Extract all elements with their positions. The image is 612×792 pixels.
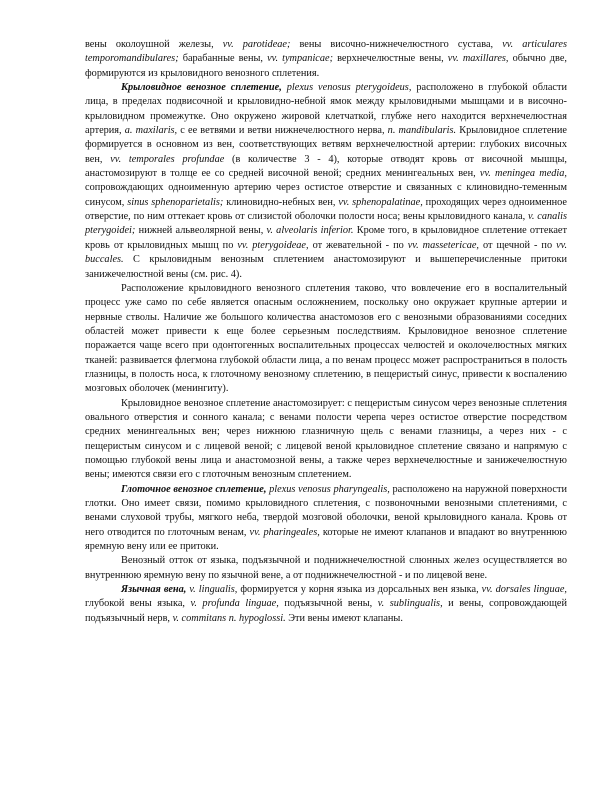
text-run: нижней альвеолярной вены, xyxy=(135,225,267,237)
text-run: Эти вены имеют клапаны. xyxy=(285,612,403,624)
text-run: С крыловидным венозным сплетением анастомозируют и вышеперечисленные притоки занижечелюстной вены (см. рис. 4). xyxy=(85,254,567,280)
latin-term: v. canalis pterygoidei; xyxy=(85,211,568,237)
text-run: расположено на наружной поверхности глотки. Оно имеет связи, помимо крыловидного сплетения, с позвоночными венозными сплетениями, с венами слуховой трубы, мягкого неба, твердой мозговой оболочки, веной крыловидного канала. Кровь от него отводится по глоточным венам, xyxy=(85,483,568,538)
text-run: от щечной - по xyxy=(479,239,557,251)
latin-term: vv. maxillares, xyxy=(447,53,509,65)
latin-term: plexus venosus pharyngealis, xyxy=(269,483,390,495)
latin-term: v. sublingualis, xyxy=(377,598,443,610)
latin-term: v. lingualis, xyxy=(189,584,238,596)
text-run: от жевательной - по xyxy=(308,239,408,251)
text-run: глубокой вены языка, xyxy=(85,598,191,610)
latin-term: sinus sphenoparietalis; xyxy=(127,196,224,208)
text-run: сопровождающих одноименную артерию через остистое отверстие и связанных с клиновидно-теменным синусом, xyxy=(85,182,567,208)
latin-term: a. maxilaris, xyxy=(124,125,178,137)
latin-term: vv. articulares temporomandibulares; xyxy=(85,39,568,65)
section-heading: Глоточное венозное сплетение, xyxy=(121,483,267,495)
text-run: верхнечелюстные вены, xyxy=(333,53,448,65)
paragraph xyxy=(85,282,567,397)
text-run: формируется у корня языка из дорсальных вен языка, xyxy=(237,584,482,596)
latin-term: vv. pterygoideae, xyxy=(237,239,309,251)
text-run: вены височно-нижнечелюстного сустава, xyxy=(290,39,503,50)
text-run: проходящих через одноименное отверстие, по ним оттекает кровь от слизистой оболочки полости носа; вены крыловидного канала, xyxy=(85,196,567,223)
latin-term: plexus venosus pterygoideus, xyxy=(286,82,412,94)
text-run: подъязычной вены, xyxy=(278,598,378,610)
paragraph xyxy=(85,483,567,555)
text-run: барабанные вены, xyxy=(178,53,268,65)
latin-term: n. mandibularis. xyxy=(387,125,457,137)
text-run: (в количестве 3 - 4), которые отводят кровь от височной мышцы, анастомозируют в толще ее со средней височной веной; средних менингеальных вен, xyxy=(85,153,568,180)
section-heading: Язычная вена, xyxy=(121,584,187,596)
text-run: Расположение крыловидного венозного сплетения таково, что вовлечение его в воспалительный процесс уже само по себе является опасным осложнением, поскольку оно окружает крупные артерии и нервные стволы. Наличие же большого количества анастомозов его с венозными образованиями соседних областей может привести к еще более серьезным последствиям. Крыловидное венозное сплетение поражается чаще всего при одонтогенных воспалительных процессах челюстей и околочелюстных мягких тканей: развивается флегмона глубокой области лица, а по венам процесс может распространиться в полость глазницы, в полость носа, к глоточному венозному сплетению, в пещеристый синус, привести к воспалению мозговых оболочек (менингиту). xyxy=(85,282,567,395)
latin-term: vv. pharingeales, xyxy=(249,526,320,538)
latin-term: vv. massetericae, xyxy=(407,239,479,251)
latin-term: vv. meningea media, xyxy=(479,168,567,180)
paragraph xyxy=(85,81,567,282)
section-heading: Крыловидное венозное сплетение, xyxy=(121,82,282,94)
text-run: Кроме того, в крыловидное сплетение оттекает кровь от крыловидных мышц по xyxy=(85,225,567,251)
latin-term: v. commitans n. hypoglossi. xyxy=(172,612,286,624)
latin-term: vv. dorsales linguae, xyxy=(481,584,567,596)
latin-term: vv. sphenopalatinae, xyxy=(338,196,423,208)
latin-term: vv. tympanicae; xyxy=(267,53,334,65)
text-run: обычно две, формируются из крыловидного венозного сплетения. xyxy=(85,53,567,79)
text-run: Крыловидное сплетение формируется в основном из вен, соответствующих ветвям верхнечелюстной артерии: глубоких височных вен, xyxy=(85,125,567,165)
paragraph xyxy=(85,554,567,583)
text-run: Венозный отток от языка, подъязычной и поднижнечелюстной слюнных желез осуществляется во внутреннюю яремную вену по язычной вене, а от поднижнечелюстной - и по лицевой вене. xyxy=(85,555,567,581)
body-text xyxy=(85,38,567,626)
paragraph xyxy=(85,397,567,483)
text-run: вены околоушной железы, xyxy=(85,39,223,50)
text-run: расположено в глубокой области лица, в пределах подвисочной и крыловидно-небной ямок между крыловидными мышцами и в височно-крыловидном промежутке. Оно окружено жировой клетчаткой, глубже него находится верхнечелюстная артерия, xyxy=(85,82,567,137)
text-run: с ее ветвями и ветви нижнечелюстного нерва, xyxy=(177,125,388,137)
text-run: которые не имеют клапанов и впадают во внутреннюю яремную вену или ее притоки. xyxy=(85,526,567,553)
text-run: Крыловидное венозное сплетение анастомозирует: с пещеристым синусом через венозные сплетения овального отверстия и сонного канала; с венами полости черепа через остистое отверстие посредством средних менингеальных вен; через нижнюю глазничную щель с венами глазницы, а через них - с пещеристым синусом и с лицевой веной; с лицевой веной крыловидное сплетение связано и напрямую с помощью глубокой вены лица и анастомозной вены, а также через верхнечелюстные и занижечелюстную вены; имеются связи его с глоточным венозным сплетением. xyxy=(85,397,567,481)
text-run: и вены, сопровождающей подъязычный нерв, xyxy=(85,598,567,624)
latin-term: vv. buccales. xyxy=(85,239,568,266)
latin-term: vv. parotideae; xyxy=(222,39,291,50)
paragraph xyxy=(85,38,567,81)
latin-term: vv. temporales profundae xyxy=(110,153,225,165)
latin-term: v. alveolaris inferior. xyxy=(266,225,354,237)
paragraph xyxy=(85,583,567,626)
latin-term: v. profunda linguae, xyxy=(190,598,279,610)
text-run: клиновидно-небных вен, xyxy=(223,196,339,208)
